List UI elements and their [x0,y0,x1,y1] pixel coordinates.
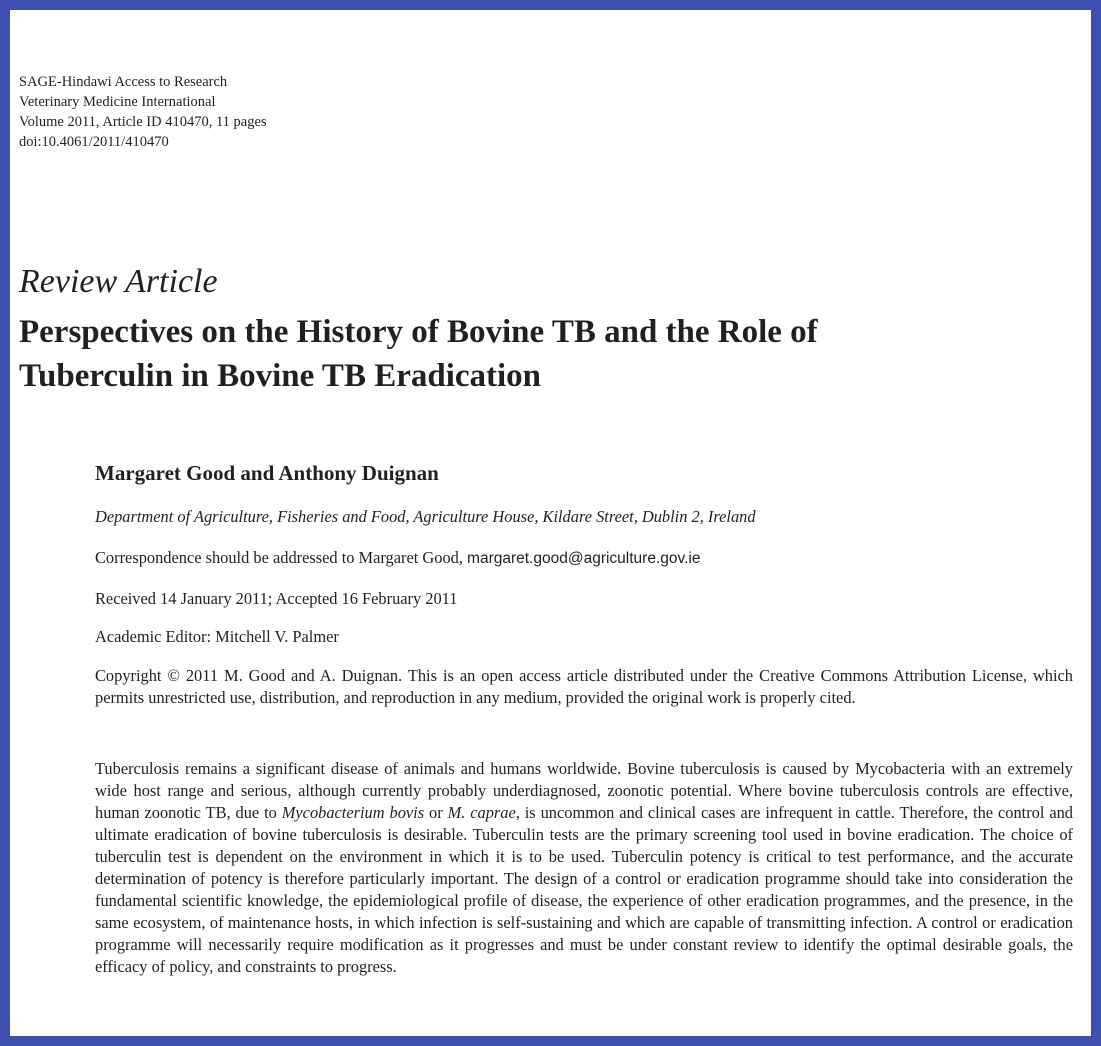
received-accepted-dates: Received 14 January 2011; Accepted 16 February 2011 [95,589,458,608]
copyright-notice: Copyright © 2011 M. Good and A. Duignan. This is an open access article distributed under the Creative Commons Attribution License, which permits unrestricted use, distribution, and reproduction in any medium, provided the original work is properly cited. [95,666,1073,707]
abstract-text-1: Tuberculosis remains a significant disease of animals and humans worldwide. Bovine tuberculosis is caused by Mycobacteria with an extremely wide host range and serious, although currently probably underdiagnosed, zoonotic potential. Where bovine tuberculosis controls are effective, human zoonotic TB, due to [95,759,1073,822]
academic-editor: Academic Editor: Mitchell V. Palmer [95,627,339,646]
abstract-species-2: M. caprae [447,803,516,822]
article-title-line2: Tuberculin in Bovine TB Eradication [19,358,542,394]
affiliation: Department of Agriculture, Fisheries and Food, Agriculture House, Kildare Street, Dublin 2, Ireland [95,507,756,526]
journal-volume: Volume 2011, Article ID 410470, 11 pages [19,114,267,130]
journal-info [19,72,267,152]
abstract-text-3: , is uncommon and clinical cases are infrequent in cattle. Therefore, the control and ultimate eradication of bovine tuberculosis is desirable. Tuberculin tests are the primary screening tool used in bovine eradication. The choice of tuberculin test is dependent on the environment in which it is to be used. Tuberculin potency is critical to test performance, and the accurate determination of potency is therefore particularly important. The design of a control or eradication programme should take into consideration the fundamental scientific knowledge, the epidemiological profile of disease, the experience of other eradication programmes, and the presence, in the same ecosystem, of maintenance hosts, in which infection is self-sustaining and which are capable of transmitting infection. A control or eradication programme will necessarily require modification as it progresses and must be under constant review to identify the optimal desirable goals, the efficacy of policy, and constraints to progress. [95,803,1073,976]
correspondence-email-link[interactable]: margaret.good@agriculture.gov.ie [467,550,701,567]
abstract-species-1: Mycobacterium bovis [281,803,425,822]
article-title-line1: Perspectives on the History of Bovine TB and the Role of [19,314,818,350]
correspondence-text: Correspondence should be addressed to Margaret Good, [95,548,468,567]
abstract [95,758,1073,978]
author-list: Margaret Good and Anthony Duignan [95,461,439,485]
journal-name: Veterinary Medicine International [19,94,216,110]
journal-doi: doi:10.4061/2011/410470 [19,134,169,150]
correspondence [95,547,1073,570]
journal-publisher: SAGE-Hindawi Access to Research [19,74,228,90]
article-type: Review Article [19,263,218,300]
abstract-text-2: or [424,803,448,822]
document-page [10,10,1091,1036]
article-title [19,310,1019,398]
